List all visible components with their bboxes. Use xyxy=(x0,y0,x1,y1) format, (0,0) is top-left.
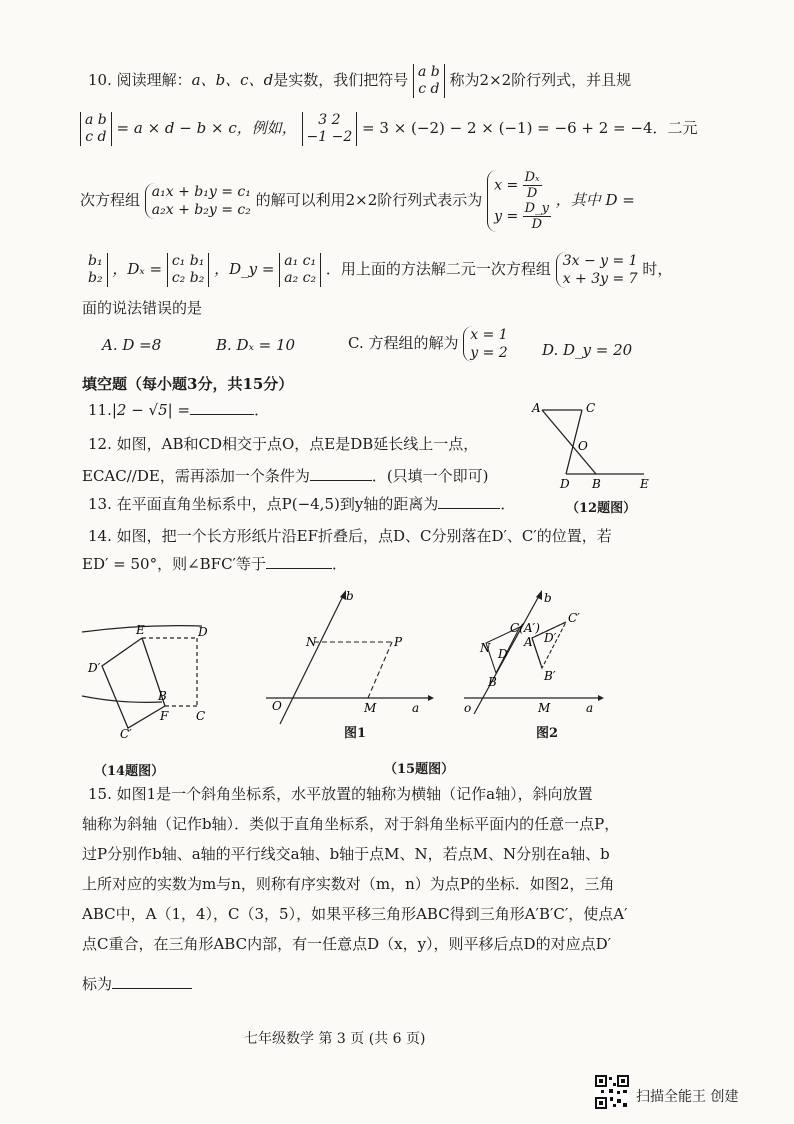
det-example-result: = 3 × (−2) − 2 × (−1) = −6 + 2 = −4．二元 xyxy=(362,119,698,137)
det-symbol xyxy=(80,112,112,146)
q14-text: ED′ = 50°，则∠BFC′等于 xyxy=(82,555,266,573)
q15-line2: 轴称为斜轴（记作b轴）．类似于直角坐标系，对于斜角坐标平面内的任意一点P， xyxy=(82,815,620,833)
label-o: o xyxy=(464,701,472,715)
q11-expression: |2 − √5| = xyxy=(111,401,191,419)
q13-answer-blank[interactable] xyxy=(438,494,500,509)
fig15-2-caption: 图2 xyxy=(536,726,559,741)
option-text: A. D =8 xyxy=(102,336,162,354)
fig15-caption: （15题图） xyxy=(384,762,455,777)
equation: y = 2 xyxy=(470,345,508,361)
label-a: A xyxy=(532,401,541,415)
label-f: F xyxy=(160,709,169,723)
label-d: D xyxy=(198,625,208,639)
label-n: N xyxy=(480,641,491,655)
dy-label: ，D_y = xyxy=(214,260,275,278)
q13-text: 13. 在平面直角坐标系中，点P(−4,5)到y轴的距离为 xyxy=(88,495,439,513)
qr-code-icon xyxy=(595,1075,629,1109)
fig14-caption: （14题图） xyxy=(94,764,165,779)
dx-label: ，Dₓ = xyxy=(112,260,163,278)
label-c: C xyxy=(586,401,596,415)
q10-line2 xyxy=(80,112,698,146)
equation: x = 1 xyxy=(470,327,508,343)
det-row: c₁ b₁ xyxy=(171,253,205,269)
label-c-a-prime: C(A′) xyxy=(510,621,540,635)
label-e: E xyxy=(136,623,145,637)
det-dx xyxy=(167,253,209,287)
paper-edge-bottom xyxy=(82,696,162,702)
label-d-prime: D′ xyxy=(544,631,557,645)
label-a-axis: a xyxy=(586,701,594,715)
q12-line1: 12. 如图，AB和CD相交于点O，点E是DB延长线上一点， xyxy=(88,435,479,453)
q10-text: ，其中 D = xyxy=(555,191,635,209)
label-c-prime: C′ xyxy=(120,727,132,738)
label-c-prime: C′ xyxy=(568,611,580,625)
q11 xyxy=(88,400,269,420)
det-row: a b xyxy=(417,64,440,80)
parallel-pm xyxy=(368,642,392,698)
det-row: c₂ b₂ xyxy=(171,270,205,286)
q15-line5: ABC中，A（1，4），C（3，5），如果平移三角形ABC得到三角形A′B′C′，使点A′ xyxy=(82,905,628,923)
q11-period: ． xyxy=(254,401,270,419)
det-row: −1 −2 xyxy=(306,129,353,145)
det-row: b₂ xyxy=(88,270,103,286)
q10-text: 时， xyxy=(642,260,673,278)
y-lhs: y = xyxy=(494,208,519,225)
option-text: B. Dₓ = 10 xyxy=(216,336,296,354)
q13-period: ． xyxy=(500,495,516,513)
equation: a₁x + b₁y = c₁ xyxy=(151,184,251,200)
det-row: a₁ c₁ xyxy=(284,253,317,269)
q15-line6: 点C重合，在三角形ABC内部，有一任意点D（x，y），则平移后点D的对应点D′ xyxy=(82,935,612,953)
y-fraction xyxy=(523,201,551,232)
q10-option-d xyxy=(542,340,632,360)
det-example xyxy=(302,112,358,146)
b-axis xyxy=(280,594,344,724)
denominator: D xyxy=(531,217,542,232)
fig14-diagram xyxy=(82,618,252,738)
scanner-watermark: 扫描全能王 创建 xyxy=(636,1089,739,1105)
q15-answer-blank[interactable] xyxy=(112,974,192,989)
solution-formula xyxy=(487,170,551,232)
q14-line1: 14. 如图，把一个长方形纸片沿EF折叠后，点D、C分别落在D′、C′的位置，若 xyxy=(88,527,612,545)
q12-text: ECAC//DE，需再添加一个条件为 xyxy=(82,467,310,485)
det-row: 3 2 xyxy=(318,112,341,128)
system-specific xyxy=(556,252,638,288)
option-text: C. 方程组的解为 xyxy=(348,334,459,352)
label-d-prime: D′ xyxy=(88,661,101,675)
q10-line4 xyxy=(84,252,672,288)
q10-text: ．用上面的方法解二元一次方程组 xyxy=(325,260,551,278)
q10-option-a xyxy=(102,335,161,355)
fig15-1-caption: 图1 xyxy=(344,726,367,741)
label-a: a xyxy=(412,701,420,715)
q10-line5: 面的说法错误的是 xyxy=(82,299,203,317)
label-a: A xyxy=(524,635,533,649)
q15-text: 标为 xyxy=(82,975,113,993)
segment-ab-prime xyxy=(532,638,542,668)
a-axis-arrow xyxy=(428,695,434,701)
q14-line2 xyxy=(82,554,347,574)
fig15-figure1 xyxy=(260,588,440,728)
q11-number: 11. xyxy=(88,401,112,419)
section-title: 填空题（每小题3分，共15分） xyxy=(82,375,294,393)
q10-line1 xyxy=(88,64,631,98)
label-b: b xyxy=(346,589,354,603)
equation: 3x − y = 1 xyxy=(562,253,638,269)
numerator: Dₓ xyxy=(524,170,540,185)
q10-vars: a、b、c、d xyxy=(191,71,274,89)
det-d-partial xyxy=(84,253,108,287)
label-m: M xyxy=(538,701,551,715)
q10-option-c xyxy=(348,326,508,362)
label-o: O xyxy=(272,699,282,713)
label-b-prime: B′ xyxy=(544,669,556,683)
q15-line1: 15. 如图1是一个斜角坐标系，水平放置的轴称为横轴（记作a轴），斜向放置 xyxy=(88,785,593,803)
det-row: a₂ c₂ xyxy=(284,270,317,286)
q12-text: ．(只填一个即可) xyxy=(371,467,489,485)
fig12-caption: （12题图） xyxy=(566,501,637,516)
numerator: D_y xyxy=(524,201,549,216)
q10-text: 的解可以利用2×2阶行列式表示为 xyxy=(255,191,483,209)
label-e: E xyxy=(640,477,649,490)
x-fraction xyxy=(523,170,542,201)
q10-option-b xyxy=(216,335,295,355)
label-p: P xyxy=(394,635,403,649)
q11-answer-blank[interactable] xyxy=(190,400,254,415)
q15-line4: 上所对应的实数为m与n，则称有序实数对（m，n）为点P的坐标．如图2，三角 xyxy=(82,875,615,893)
det-dy xyxy=(279,253,321,287)
q10-intro: 10. 阅读理解： xyxy=(88,71,192,89)
denominator: D xyxy=(526,186,538,201)
det-definition: = a × d − b × c，例如， xyxy=(116,119,297,137)
q10-text: 次方程组 xyxy=(80,191,141,209)
q10-text: 是实数，我们把符号 xyxy=(273,71,409,89)
label-n: N xyxy=(306,635,317,649)
folded-quadrilateral xyxy=(102,638,165,728)
q15-line7 xyxy=(82,964,192,994)
label-b-axis: b xyxy=(544,591,552,605)
det-row: c d xyxy=(418,81,440,97)
label-b: B xyxy=(158,689,167,703)
q14-text: ． xyxy=(331,555,347,573)
label-m: M xyxy=(364,701,377,715)
det-symbol xyxy=(413,64,445,98)
q12-answer-blank[interactable] xyxy=(310,466,372,481)
label-c: C xyxy=(196,709,206,723)
label-b: B xyxy=(592,477,601,490)
system-general xyxy=(145,183,251,219)
page-footer: 七年级数学 第 3 页 (共 6 页) xyxy=(244,1031,426,1047)
fig15-figure2 xyxy=(458,588,608,716)
a-axis-arrow xyxy=(598,695,604,701)
q15-line3: 过P分别作b轴、a轴的平行线交a轴、b轴于点M、N，若点M、N分别在a轴、b xyxy=(82,845,610,863)
equation: x + 3y = 7 xyxy=(562,271,638,287)
option-text: D. D_y = 20 xyxy=(542,341,633,359)
det-row: c d xyxy=(85,129,107,145)
equation: a₂x + b₂y = c₂ xyxy=(151,202,251,218)
label-d: D xyxy=(498,647,508,661)
label-d: D xyxy=(560,477,570,490)
x-lhs: x = xyxy=(494,177,519,194)
q12-line2 xyxy=(82,466,489,486)
option-c-system xyxy=(463,326,507,362)
label-o: O xyxy=(578,439,588,453)
det-row: a b xyxy=(85,112,107,128)
q10-line3 xyxy=(80,170,635,232)
q10-text: 称为2×2阶行列式，并且规 xyxy=(449,71,632,89)
q13 xyxy=(88,494,515,514)
det-row: b₁ xyxy=(88,253,103,269)
label-b: B xyxy=(488,675,497,689)
q14-answer-blank[interactable] xyxy=(266,554,332,569)
fig12-diagram xyxy=(520,398,650,490)
